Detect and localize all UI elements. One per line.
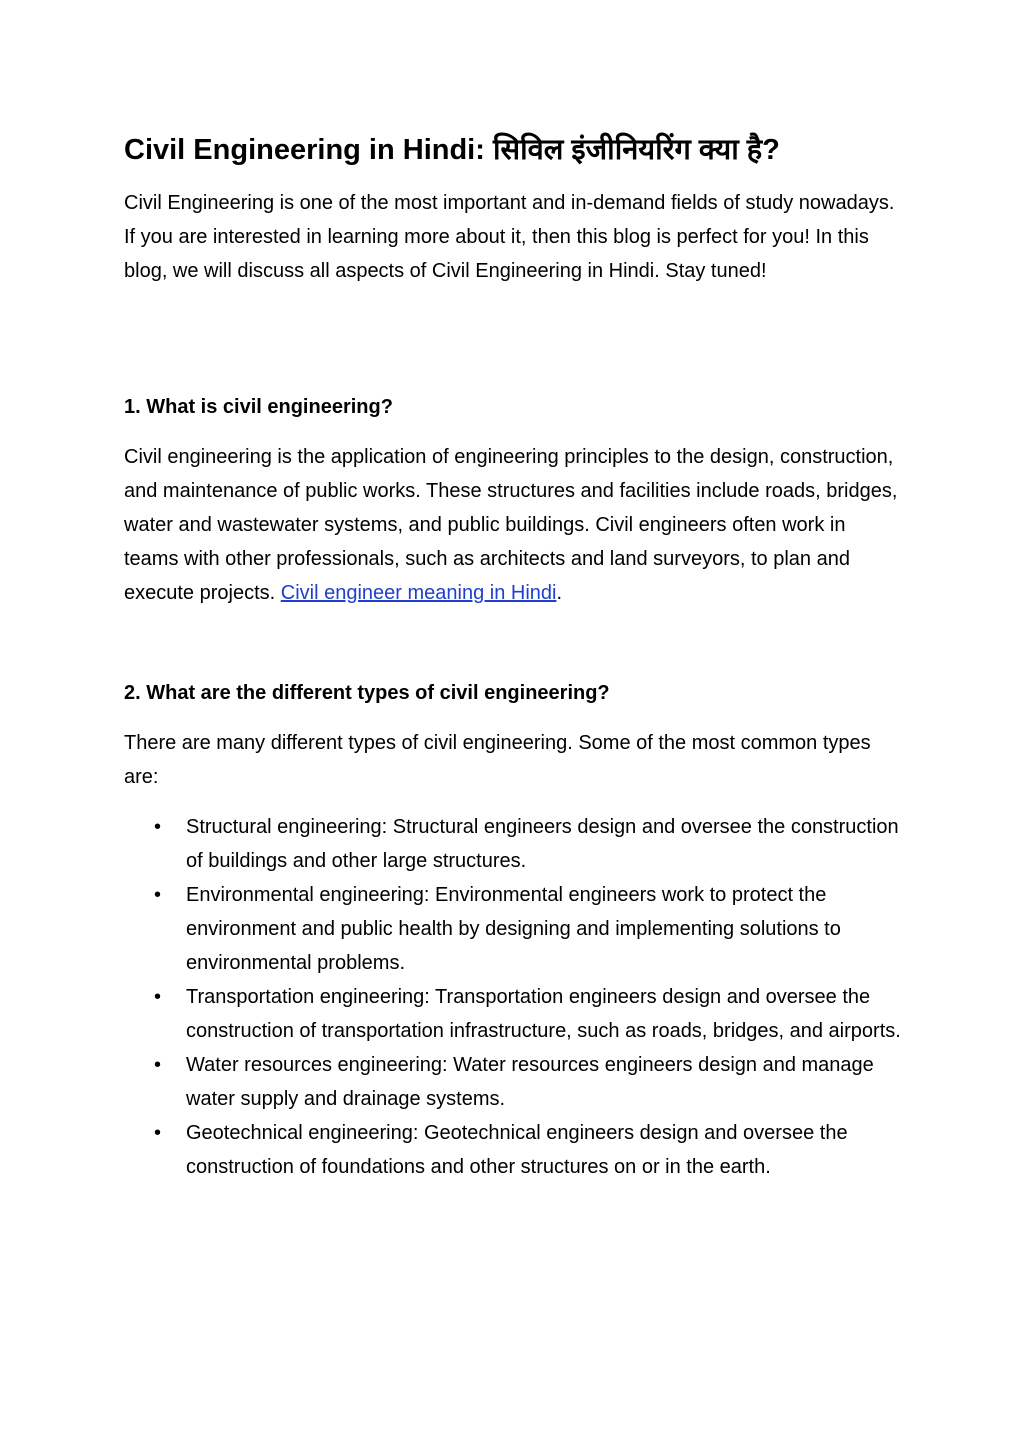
page-title: Civil Engineering in Hindi: सिविल इंजीनियरिंग क्या है? (124, 134, 780, 166)
list-item (124, 980, 904, 1048)
section-1-paragraph (124, 440, 904, 610)
list-item (124, 878, 904, 980)
list-item-text: Transportation engineering: Transportation engineers design and oversee the construction of transportation infrastructure, such as roads, bridges, and airports. (186, 986, 901, 1042)
list-item-text: Structural engineering: Structural engineers design and oversee the construction of buildings and other large structures. (186, 816, 899, 872)
section-1-heading: 1. What is civil engineering? (124, 396, 393, 418)
list-item-text: Geotechnical engineering: Geotechnical engineers design and oversee the construction of foundations and other structures on or in the earth. (186, 1122, 848, 1178)
types-list (124, 810, 904, 1184)
list-item-text: Environmental engineering: Environmental engineers work to protect the environment and public health by designing and implementing solutions to environmental problems. (186, 884, 841, 974)
bullet-icon: • (154, 986, 162, 1008)
document-page (124, 128, 904, 1184)
section-2-heading: 2. What are the different types of civil engineering? (124, 682, 610, 704)
civil-engineer-meaning-link[interactable]: Civil engineer meaning in Hindi (280, 582, 557, 604)
section-1-period: . (556, 582, 563, 604)
list-item-text: Water resources engineering: Water resources engineers design and manage water supply and drainage systems. (186, 1054, 874, 1110)
bullet-icon: • (154, 1054, 162, 1076)
list-item (124, 810, 904, 878)
bullet-icon: • (154, 1122, 162, 1144)
list-item (124, 1116, 904, 1184)
bullet-icon: • (154, 884, 162, 906)
intro-paragraph: Civil Engineering is one of the most important and in-demand fields of study nowadays. If you are interested in learning more about it, then this blog is perfect for you! In this blog, we will discuss all aspects of Civil Engineering in Hindi. Stay tuned! (124, 192, 895, 282)
section-2-paragraph: There are many different types of civil engineering. Some of the most common types are: (124, 732, 871, 788)
list-item (124, 1048, 904, 1116)
section-1-text: Civil engineering is the application of engineering principles to the design, construction, and maintenance of public works. These structures and facilities include roads, bridges, water and wastewater systems, and public buildings. Civil engineers often work in teams with other professionals, such as architects and land surveyors, to plan and execute projects. (124, 446, 898, 604)
bullet-icon: • (154, 816, 162, 838)
